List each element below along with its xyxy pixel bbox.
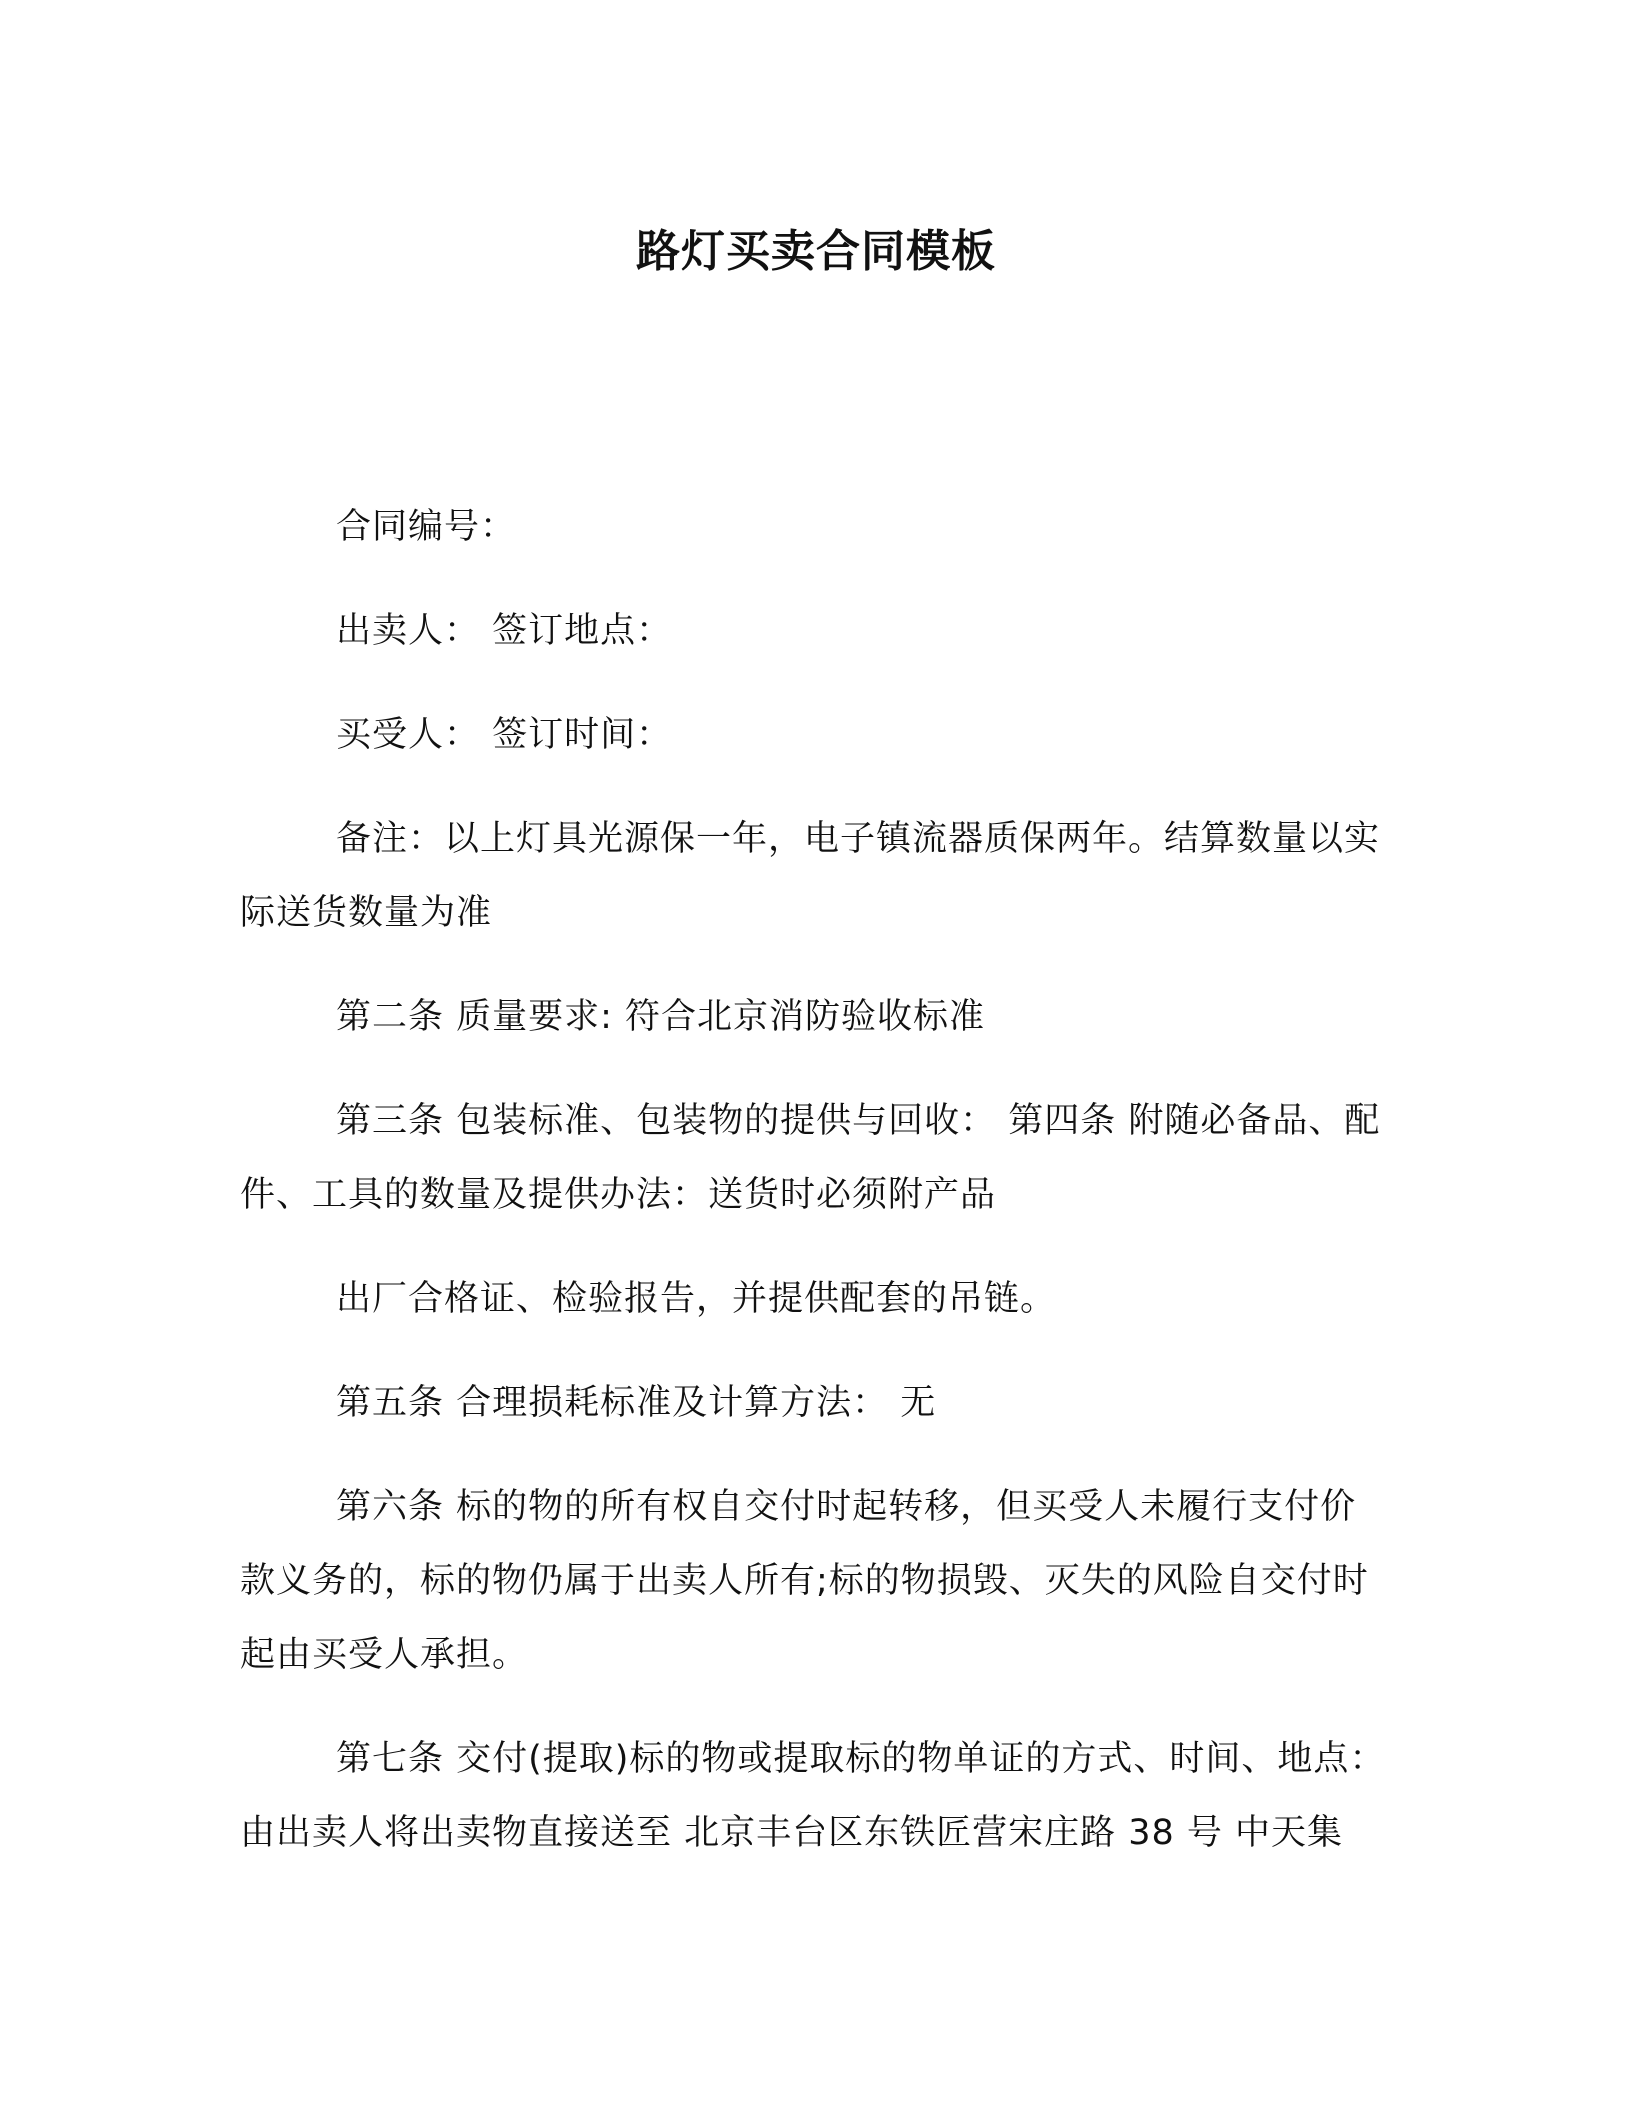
article-6-paragraph: 第六条 标的物的所有权自交付时起转移，但买受人未履行支付价款义务的，标的物仍属于出卖人所有;标的物损毁、灭失的风险自交付时起由买受人承担。 [240, 1487, 1369, 1675]
article-2-paragraph: 第二条 质量要求: 符合北京消防验收标准 [336, 997, 986, 1037]
article-7-paragraph: 第七条 交付(提取)标的物或提取标的物单证的方式、时间、地点：由出卖人将出卖物直接送至 北京丰台区东铁匠营宋庄路 38 号 中天集 [240, 1739, 1386, 1853]
article-5-paragraph: 第五条 合理损耗标准及计算方法： 无 [336, 1383, 937, 1423]
seller-line: 出卖人： 签订地点： [336, 611, 673, 651]
remark-paragraph: 备注：以上灯具光源保一年，电子镇流器质保两年。结算数量以实际送货数量为准 [240, 819, 1381, 933]
buyer-line: 买受人： 签订时间： [336, 715, 673, 755]
certificate-paragraph: 出厂合格证、检验报告，并提供配套的吊链。 [336, 1279, 1057, 1319]
article-3-4-paragraph: 第三条 包装标准、包装物的提供与回收： 第四条 附随必备品、配件、工具的数量及提供办法：送货时必须附产品 [240, 1101, 1381, 1215]
contract-number-line: 合同编号： [336, 507, 517, 547]
document-title: 路灯买卖合同模板 [636, 226, 996, 277]
document-body [240, 490, 1390, 1870]
